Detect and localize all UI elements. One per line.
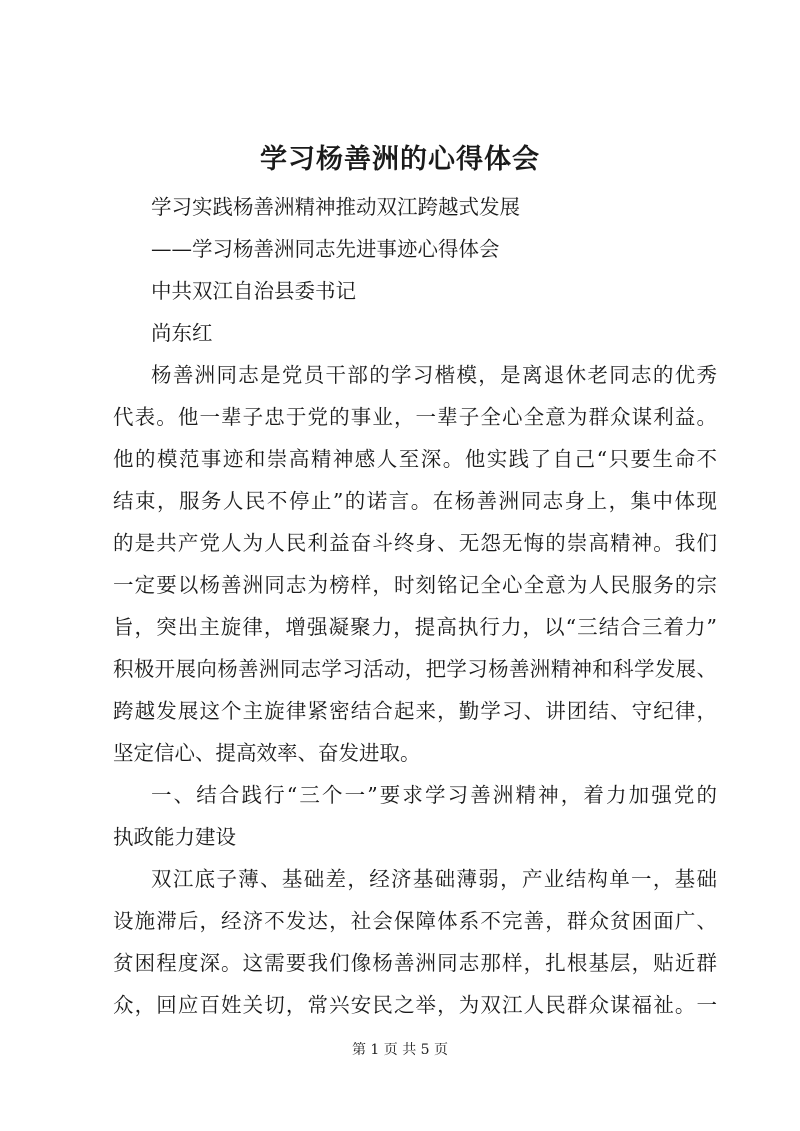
text-line: 双江底子薄、基础差，经济基础薄弱，产业结构单一，基础: [151, 867, 717, 891]
text-line: 设施滞后，经济不发达，社会保障体系不完善，群众贫困面广、: [113, 909, 717, 933]
text-line: 执政能力建设: [113, 825, 236, 849]
text-line: 一定要以杨善洲同志为榜样，时刻铭记全心全意为人民服务的宗: [113, 573, 717, 597]
document-body: [113, 186, 717, 1026]
text-line: 旨，突出主旋律，增强凝聚力，提高执行力，以“三结合三着力”: [113, 615, 717, 639]
text-line: 一、结合践行“三个一”要求学习善洲精神，着力加强党的: [151, 783, 717, 807]
document-title: 学习杨善洲的心得体会: [260, 144, 540, 175]
text-line: 代表。他一辈子忠于党的事业，一辈子全心全意为群众谋利益。: [113, 405, 717, 429]
text-line: 中共双江自治县委书记: [151, 279, 356, 303]
text-line: 跨越发展这个主旋律紧密结合起来，勤学习、讲团结、守纪律，: [113, 699, 717, 723]
text-line: 坚定信心、提高效率、奋发进取。: [113, 741, 421, 765]
text-line: 众，回应百姓关切，常兴安民之举，为双江人民群众谋福祉。一: [113, 993, 717, 1017]
text-line: 结束，服务人民不停止”的诺言。在杨善洲同志身上，集中体现: [113, 489, 717, 513]
text-line: 杨善洲同志是党员干部的学习楷模，是离退休老同志的优秀: [151, 363, 717, 387]
page-footer: 第 1 页 共 5 页: [351, 1042, 449, 1058]
text-line: 的是共产党人为人民利益奋斗终身、无怨无悔的崇高精神。我们: [113, 531, 717, 555]
text-line: 他的模范事迹和崇高精神感人至深。他实践了自己“只要生命不: [113, 447, 717, 471]
text-line: 尚东红: [151, 321, 213, 345]
text-line: 贫困程度深。这需要我们像杨善洲同志那样，扎根基层，贴近群: [113, 951, 717, 975]
text-line: ——学习杨善洲同志先进事迹心得体会: [151, 237, 500, 261]
text-line: 学习实践杨善洲精神推动双江跨越式发展: [151, 195, 520, 219]
text-line: 积极开展向杨善洲同志学习活动，把学习杨善洲精神和科学发展、: [113, 657, 717, 681]
